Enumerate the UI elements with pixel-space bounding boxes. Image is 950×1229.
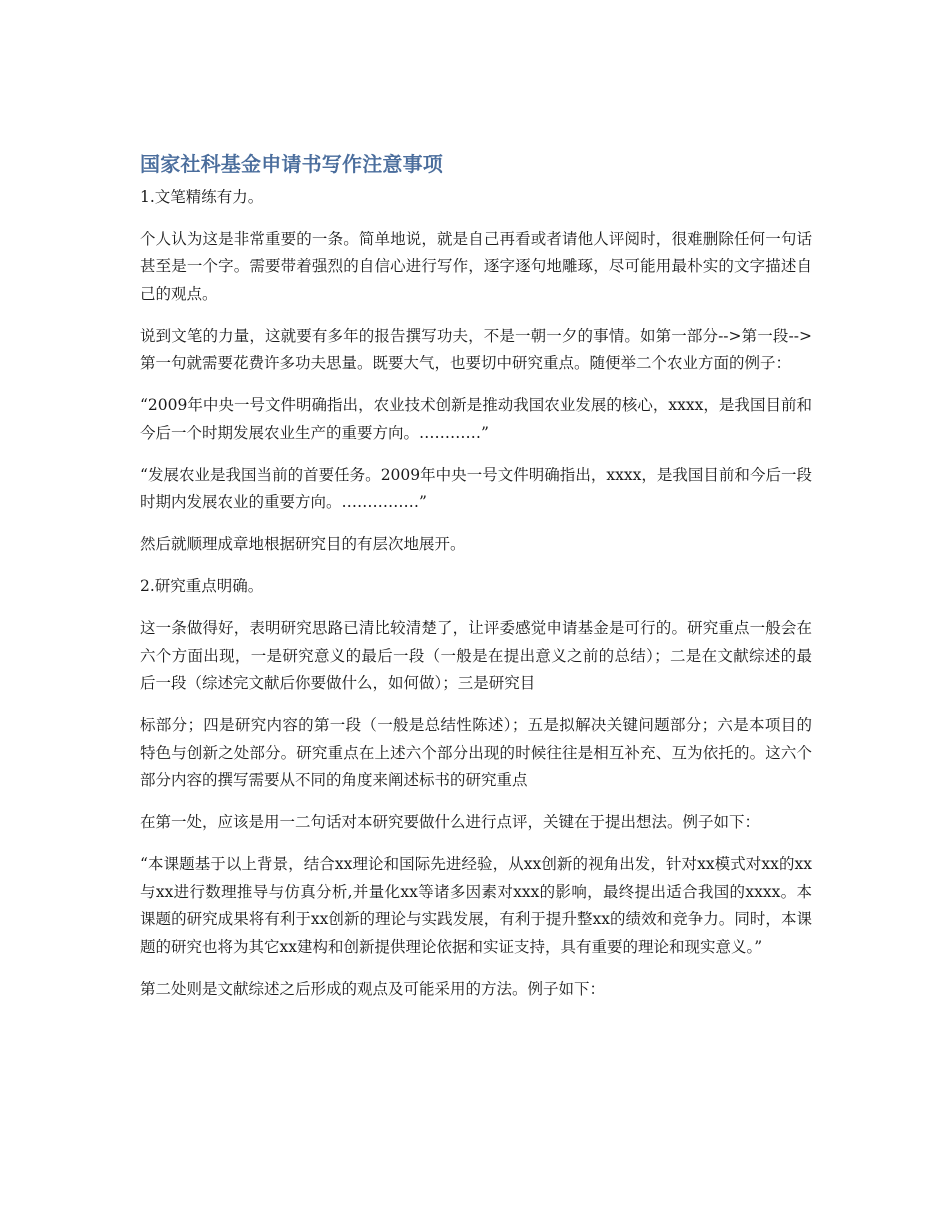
body-paragraph: 个人认为这是非常重要的一条。简单地说，就是自己再看或者请他人评阅时，很难删除任何一句话甚至是一个字。需要带着强烈的自信心进行写作，逐字逐句地雕琢，尽可能用最朴实的文字描述自己的观点。	[140, 229, 812, 303]
body-paragraph: 说到文笔的力量，这就要有多年的报告撰写功夫，不是一朝一夕的事情。如第一部分-->第一段-->第一句就需要花费许多功夫思量。既要大气，也要切中研究重点。随便举二个农业方面的例子：	[140, 326, 812, 372]
body-paragraph: 在第一处，应该是用一二句话对本研究要做什么进行点评，关键在于提出想法。例子如下：	[140, 813, 761, 831]
quote-paragraph: “发展农业是我国当前的首要任务。2009年中央一号文件明确指出，xxxx，是我国目前和今后一段时期内发展农业的重要方向。……………”	[140, 465, 812, 511]
document-page	[140, 148, 812, 1018]
section-heading-1: 1.文笔精练有力。	[140, 188, 264, 206]
body-paragraph: 然后就顺理成章地根据研究目的有层次地展开。	[140, 535, 466, 553]
section-heading-2: 2.研究重点明确。	[140, 577, 264, 595]
body-paragraph: 标部分；四是研究内容的第一段（一般是总结性陈述）；五是拟解决关键问题部分；六是本项目的特色与创新之处部分。研究重点在上述六个部分出现的时候往往是相互补充、互为依托的。这六个部分内容的撰写需要从不同的角度来阐述标书的研究重点	[140, 716, 812, 789]
body-paragraph: 这一条做得好，表明研究思路已清比较清楚了，让评委感觉申请基金是可行的。研究重点一般会在六个方面出现，一是研究意义的最后一段（一般是在提出意义之前的总结）；二是在文献综述的最后一段（综述完文献后你要做什么，如何做）；三是研究目	[140, 619, 812, 692]
document-title: 国家社科基金申请书写作注意事项	[140, 152, 443, 176]
body-paragraph: 第二处则是文献综述之后形成的观点及可能采用的方法。例子如下：	[140, 979, 606, 998]
quote-paragraph: “2009年中央一号文件明确指出，农业技术创新是推动我国农业发展的核心，xxxx，是我国目前和今后一个时期发展农业生产的重要方向。…………”	[140, 396, 812, 442]
quote-paragraph: “本课题基于以上背景，结合xx理论和国际先进经验，从xx创新的视角出发，针对xx模式对xx的xx与xx进行数理推导与仿真分析,并量化xx等诸多因素对xxx的影响，最终提出适合我国的xxxx。本课题的研究成果将有利于xx创新的理论与实践发展，有利于提升整xx的绩效和竞争力。同时，本课题的研究也将为其它xx建构和创新提供理论依据和实证支持，具有重要的理论和现实意义。”	[140, 855, 812, 956]
